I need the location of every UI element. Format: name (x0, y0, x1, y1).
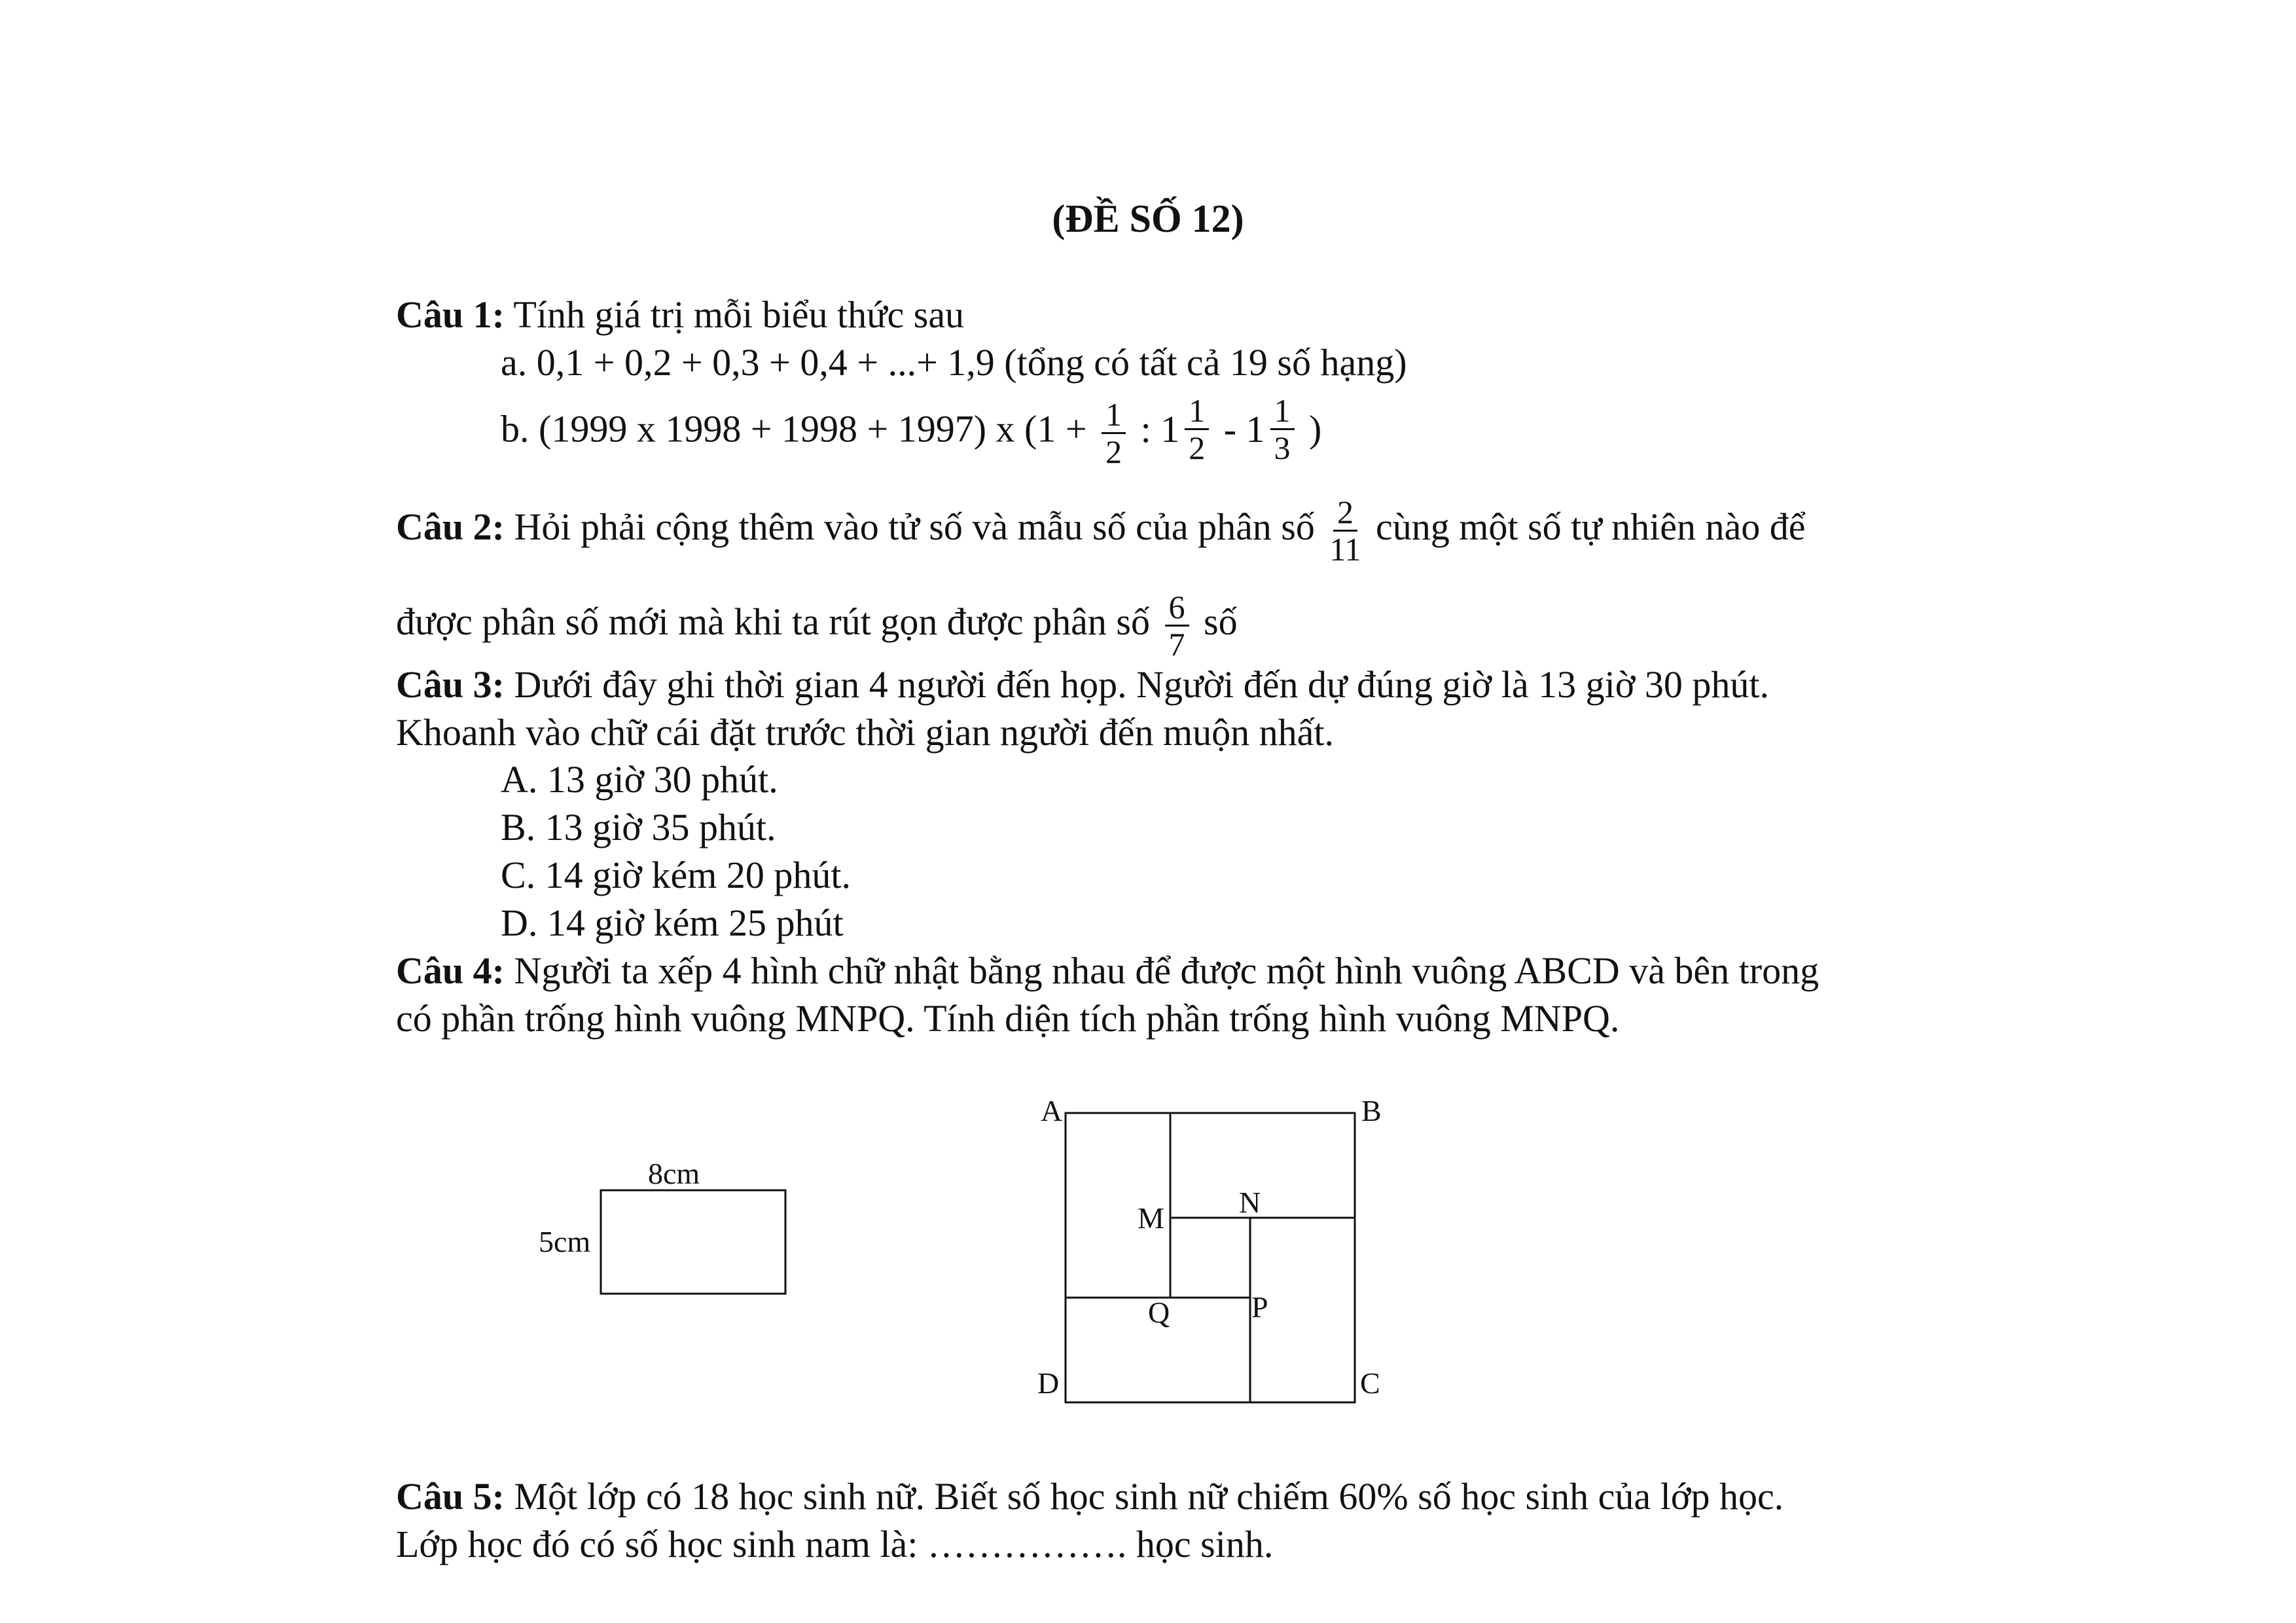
fraction-denominator: 2 (1105, 433, 1122, 470)
q4-text-1: Người ta xếp 4 hình chữ nhật bằng nhau để được một hình vuông ABCD và bên trong (514, 949, 1820, 992)
q3-option-c[interactable]: C. 14 giờ kém 20 phút. (501, 854, 851, 896)
q1-label: Câu 1: (396, 293, 505, 336)
fraction-numerator: 1 (1270, 393, 1295, 430)
q3-option-a[interactable]: A. 13 giờ 30 phút. (501, 758, 778, 801)
fraction-numerator: 1 (1185, 393, 1209, 430)
vertex-label-a: A (1041, 1094, 1063, 1127)
q5-line-1 (396, 1473, 1784, 1520)
q5-text-1: Một lớp có 18 học sinh nữ. Biết số học sinh nữ chiếm 60% số học sinh của lớp học. (514, 1475, 1784, 1518)
q2-label: Câu 2: (396, 505, 505, 548)
square-abcd (1066, 1113, 1355, 1402)
q2-text-2: cùng một số tự nhiên nào để (1376, 505, 1806, 548)
fraction-denominator: 2 (1189, 429, 1206, 466)
q1-text: Tính giá trị mỗi biểu thức sau (513, 293, 965, 336)
vertex-label-q: Q (1148, 1296, 1170, 1329)
q2-text-4: số (1204, 600, 1238, 643)
fraction-denominator: 3 (1274, 429, 1291, 466)
q3-label: Câu 3: (396, 663, 505, 706)
q2-text-1: Hỏi phải cộng thêm vào tử số và mẫu số của phân số (514, 505, 1315, 548)
vertex-label-n: N (1239, 1186, 1261, 1219)
q5-label: Câu 5: (396, 1475, 505, 1518)
q1-b-minus: - 1 (1223, 407, 1265, 450)
q3-option-b[interactable]: B. 13 giờ 35 phút. (501, 806, 776, 848)
q1-part-a: a. 0,1 + 0,2 + 0,3 + 0,4 + ...+ 1,9 (tổng có tất cả 19 số hạng) (501, 341, 1407, 384)
q1-b-prefix: b. (1999 x 1998 + 1998 + 1997) x (1 + (501, 407, 1087, 450)
rect-width-label: 8cm (648, 1157, 700, 1190)
vertex-label-m: M (1138, 1201, 1164, 1235)
exam-title: (ĐỀ SỐ 12) (1052, 197, 1244, 240)
q4-line-2: có phần trống hình vuông MNPQ. Tính diện tích phần trống hình vuông MNPQ. (396, 997, 1620, 1040)
rect-height-label: 5cm (539, 1225, 591, 1258)
q3-text-1: Dưới đây ghi thời gian 4 người đến họp. Người đến dự đúng giờ là 13 giờ 30 phút. (514, 663, 1769, 706)
q3-option-d[interactable]: D. 14 giờ kém 25 phút (501, 902, 844, 944)
vertex-label-d: D (1037, 1366, 1060, 1400)
fraction-numerator: 1 (1102, 397, 1126, 434)
fraction-denominator: 11 (1329, 531, 1361, 568)
q5-line-2: Lớp học đó có số học sinh nam là: ……………. học sinh. (396, 1523, 1274, 1565)
rectangle-top-right (1170, 1113, 1355, 1218)
q4-label: Câu 4: (396, 949, 505, 992)
q1-b-close: ) (1309, 407, 1322, 450)
vertex-label-c: C (1360, 1366, 1380, 1400)
q3-line-2: Khoanh vào chữ cái đặt trước thời gian người đến muộn nhất. (396, 711, 1334, 754)
fraction-denominator: 7 (1168, 626, 1185, 663)
q1-b-colon: : 1 (1140, 407, 1180, 450)
vertex-label-b: B (1361, 1094, 1382, 1127)
q2-text-3: được phân số mới mà khi ta rút gọn được phân số (396, 600, 1150, 643)
fraction-numerator: 6 (1165, 589, 1189, 627)
fraction-numerator: 2 (1333, 494, 1357, 532)
small-rectangle (601, 1190, 785, 1294)
vertex-label-p: P (1251, 1290, 1268, 1324)
